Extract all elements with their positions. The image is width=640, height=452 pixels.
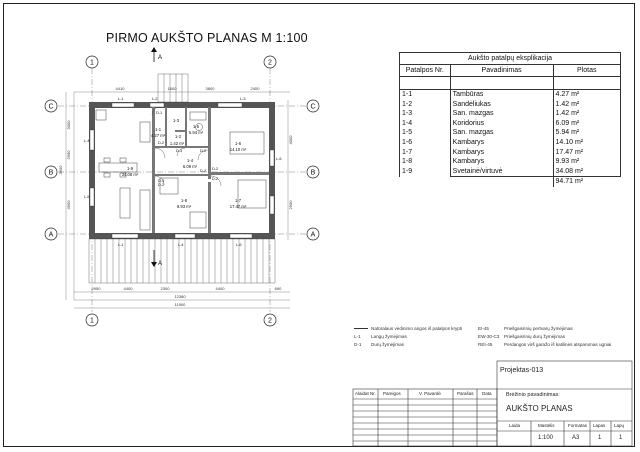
door-tag: D-2 <box>158 141 165 145</box>
legend-item: D-1 Durų žymėjimas <box>354 342 404 347</box>
format-value: A3 <box>572 435 580 441</box>
door-tag: D-2 <box>200 169 207 173</box>
room-name: Sandėliukas <box>450 100 553 110</box>
room-area: 5.94 m² <box>188 130 204 135</box>
room-area: 5.94 m² <box>553 128 620 138</box>
revision-header: Parašas <box>457 391 474 396</box>
room-number: 1-9 <box>126 166 134 171</box>
room-area: 1.42 m² <box>169 141 185 146</box>
legend <box>354 325 462 349</box>
dimension-text: 4900 <box>66 200 71 210</box>
room-area: 17.47 m² <box>229 204 247 209</box>
room-nr: 1-1 <box>400 90 451 100</box>
window-tag: L-2 <box>152 97 158 101</box>
room-area: 17.47 m² <box>553 148 620 158</box>
room-area: 4.27 m² <box>150 133 166 138</box>
room-name: Kambarys <box>450 138 553 148</box>
axis-label: C <box>48 103 54 111</box>
dimension-text: 4400 <box>215 286 225 291</box>
room-area: 34.08 m² <box>553 167 620 177</box>
door-tag: D-3 <box>158 179 165 183</box>
room-nr: 1-8 <box>400 157 451 167</box>
dimension-text: 3800 <box>205 86 215 91</box>
axis-label: B <box>48 169 54 177</box>
dimension-text: 11900 <box>174 302 186 307</box>
room-nr: 1-5 <box>400 128 451 138</box>
revision-header: Alaidat Nr. <box>355 391 376 396</box>
dimension-text: 3600 <box>58 165 63 175</box>
window-tag: L-6 <box>236 243 242 247</box>
legend-item: L-1 Langų žymėjimas <box>354 334 407 339</box>
axis-label: 1 <box>90 59 94 67</box>
table-row <box>400 100 621 110</box>
room-nr: 1-4 <box>400 119 451 129</box>
table-row <box>400 128 621 138</box>
sheet-header: Lapų <box>614 423 625 428</box>
door-tag: D-2 <box>158 183 165 187</box>
project-code: Projektas-013 <box>500 367 544 374</box>
sheet-header: Mastelis <box>538 423 555 428</box>
room-number: 1-8 <box>180 198 188 203</box>
room-area: 9.93 m² <box>176 204 192 209</box>
dimension-text: 1600 <box>167 86 177 91</box>
room-name: Kambarys <box>450 157 553 167</box>
room-area: 1.42 m² <box>553 109 620 119</box>
table-row <box>400 90 621 100</box>
scale-value: 1:100 <box>538 435 554 441</box>
axis-label: A <box>310 231 316 239</box>
header-cell: Patalpos Nr. <box>400 65 451 77</box>
room-number: 1-5 <box>192 124 200 129</box>
room-number: 1-7 <box>234 198 242 203</box>
axis-label: 1 <box>90 317 94 325</box>
dimension-text: 2900 <box>288 200 293 210</box>
header-cell: Pavadinimas <box>450 65 553 77</box>
total-row <box>400 177 621 187</box>
dimension-text: 2900 <box>66 150 71 160</box>
sheet-header: Lapas <box>593 423 606 428</box>
axis-label: 2 <box>268 317 272 325</box>
axis-label: C <box>310 103 316 111</box>
table-row <box>400 119 621 129</box>
total-area: 94.71 m² <box>553 177 620 187</box>
sheet-count: 1 <box>619 435 623 441</box>
window-tag: L-1 <box>118 97 124 101</box>
sheet-header: Formatas <box>568 423 588 428</box>
window-tag: L-4 <box>178 243 184 247</box>
room-name: Svetainė/virtuvė <box>450 167 553 177</box>
table-row <box>400 167 621 177</box>
dimension-text: 2950 <box>91 286 101 291</box>
axis-label: A <box>48 231 54 239</box>
explication-caption: Aukšto patalpų eksplikacija <box>399 52 621 64</box>
room-area: 6.09 m² <box>182 164 198 169</box>
legend-item: REI-45 Perdangos virš garažo iš katilinės atsparumas ugniai <box>478 342 612 347</box>
table-row <box>400 157 621 167</box>
room-nr: 1-3 <box>400 109 451 119</box>
drawing-name: AUKŠTO PLANAS <box>506 404 573 413</box>
door-tag: D-3 <box>176 149 183 153</box>
door-tag: D-2 <box>212 167 219 171</box>
door-tag: D-2 <box>200 149 207 153</box>
legend-item: Natūralaus vėdinimo angos iš patalpos krypti <box>354 325 462 333</box>
room-area: 14.10 m² <box>229 147 247 152</box>
room-name: Tambūras <box>450 90 553 100</box>
door-tag: D-2 <box>212 177 219 181</box>
window-tag: L-1 <box>118 243 124 247</box>
section-mark: A <box>158 261 163 267</box>
section-mark: A <box>158 55 163 61</box>
room-number: 1-3 <box>172 118 180 123</box>
door-tag: D-1 <box>156 111 163 115</box>
room-nr: 1-9 <box>400 167 451 177</box>
room-area: 6.09 m² <box>553 119 620 129</box>
room-area: 34.08 m² <box>121 172 139 177</box>
room-number: 1-2 <box>174 134 182 139</box>
dimension-text: 690 <box>274 286 282 291</box>
room-nr: 1-2 <box>400 100 451 110</box>
revision-header: Pareigos <box>383 391 401 396</box>
drawing-name-label: Brėžinio pavadinimas: <box>506 392 560 398</box>
room-area: 4.27 m² <box>553 90 620 100</box>
sheet-number: 1 <box>598 435 602 441</box>
window-tag: L-6 <box>276 157 282 161</box>
sheet-header: Laida <box>509 423 521 428</box>
room-area: 9.93 m² <box>553 157 620 167</box>
legend-item: EW-30-C3 Priešgaisrinių durų žymėjimas <box>478 334 566 339</box>
room-name: San. mazgas <box>450 128 553 138</box>
room-nr: 1-6 <box>400 138 451 148</box>
dimension-text: 3000 <box>66 120 71 130</box>
room-explication-table <box>399 52 621 187</box>
legend-item: EI-45 Priešgaisrinių pertvarų žymėjimas <box>478 326 573 331</box>
dimension-text: 2300 <box>160 286 170 291</box>
room-area: 14.10 m² <box>553 138 620 148</box>
room-area: 1.42 m² <box>553 100 620 110</box>
room-number: 1-4 <box>186 158 194 163</box>
dimension-text: 2400 <box>250 86 260 91</box>
dimension-text: 4400 <box>123 286 133 291</box>
revision-header: Data <box>482 391 492 396</box>
window-tag: L-4 <box>84 139 90 143</box>
dimension-text: 4410 <box>115 86 125 91</box>
table-row <box>400 109 621 119</box>
room-nr: 1-7 <box>400 148 451 158</box>
table-row <box>400 148 621 158</box>
drawing-title: PIRMO AUKŠTO PLANAS M 1:100 <box>106 31 308 45</box>
arrow-icon <box>354 328 368 329</box>
axis-label: 2 <box>268 59 272 67</box>
header-cell: Plotas <box>553 65 620 77</box>
window-tag: L-5 <box>84 195 90 199</box>
legend-fire <box>478 325 611 349</box>
dimension-text: 12380 <box>174 294 186 299</box>
room-name: Koridorius <box>450 119 553 129</box>
room-name: Kambarys <box>450 148 553 158</box>
room-number: 1-6 <box>234 141 242 146</box>
room-name: San. mazgas <box>450 109 553 119</box>
window-tag: L-3 <box>240 97 246 101</box>
table-row <box>400 138 621 148</box>
axis-label: B <box>310 169 316 177</box>
dimension-text: 4000 <box>288 135 293 145</box>
room-number: 1-1 <box>154 127 162 132</box>
revision-header: V. Pavardė <box>419 391 441 396</box>
